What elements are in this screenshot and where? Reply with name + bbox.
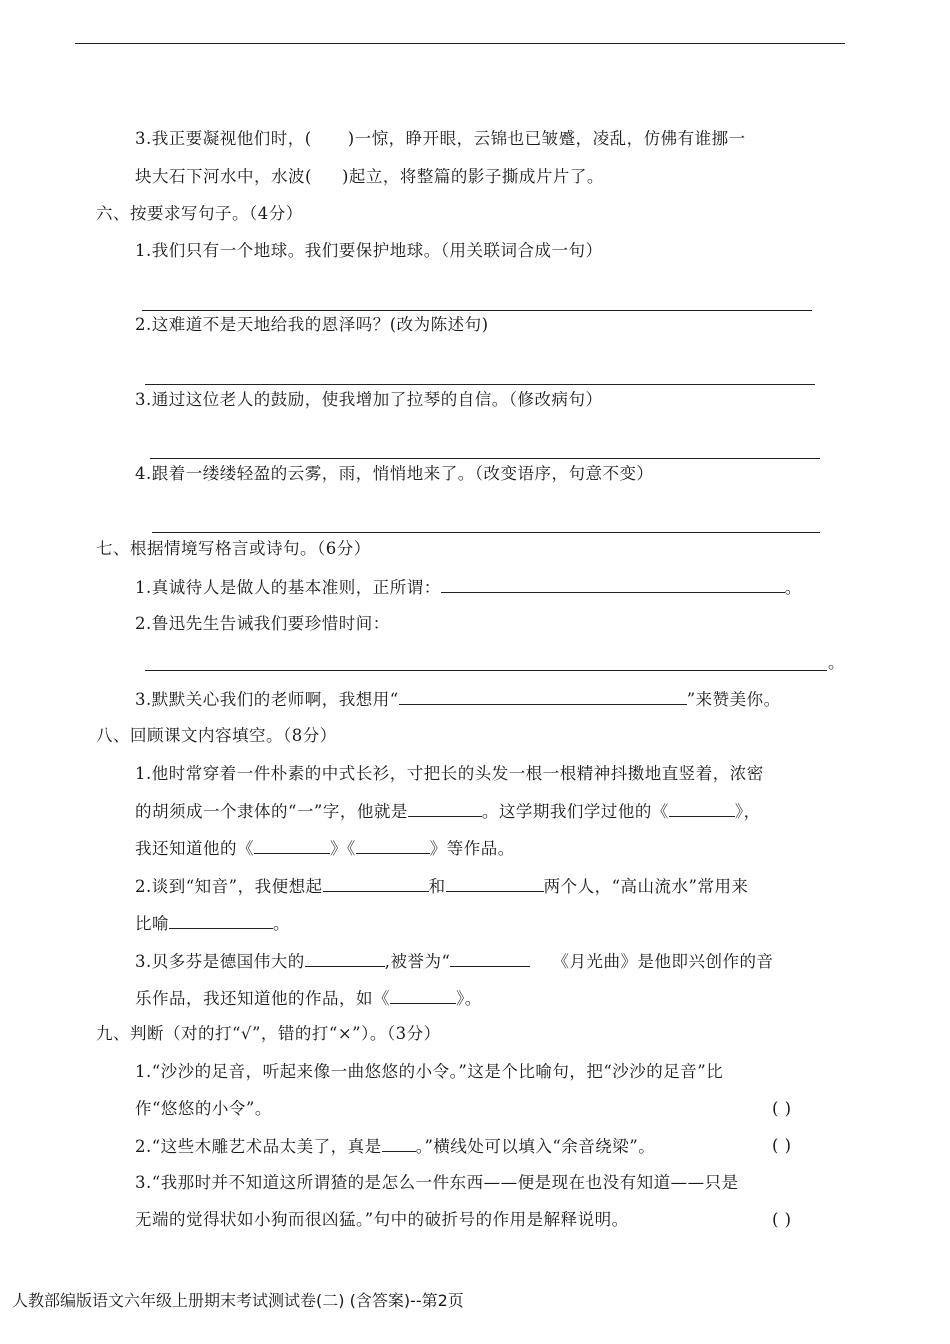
s6-answer-line-1[interactable] [142, 310, 812, 311]
s6-question-2: 2.这难道不是天地给我的恩泽吗？(改为陈述句) [135, 315, 489, 334]
s8-q3-blank-title[interactable] [305, 950, 385, 967]
s7-q2-answer-line[interactable] [145, 670, 827, 671]
q5-item3-line2: 块大石下河水中，水波( )起立，将整篇的影子撕成片片了。 [135, 167, 604, 186]
section-8-heading: 八、回顾课文内容填空。（8分） [96, 726, 337, 745]
s9-q2: 2.“这些木雕艺术品太美了，真是 。”横线处可以填入“余音绕梁”。 [135, 1137, 656, 1156]
header-rule [75, 43, 845, 44]
s9-q1-answer-paren[interactable]: ( ) [772, 1099, 792, 1118]
s6-answer-line-2[interactable] [145, 384, 815, 385]
s6-question-1: 1.我们只有一个地球。我们要保护地球。（用关联词合成一句） [135, 241, 603, 260]
s8-q1-blank-work[interactable] [669, 800, 735, 817]
s8-q1-line2: 的胡须成一个隶体的“一”字，他就是 。这学期我们学过他的《 》， [135, 802, 761, 821]
q5-item3-line1: 3.我正要凝视他们时，( )一惊，睁开眼，云锦也已皱蹙，凌乱，仿佛有谁挪一 [135, 129, 746, 148]
s9-q3-line1: 3.“我那时并不知道这所谓猹的是怎么一件东西——便是现在也没有知道——只是 [135, 1173, 739, 1192]
s8-q1-line1: 1.他时常穿着一件朴素的中式长衫，寸把长的头发一根一根精神抖擞地直竖着，浓密 [135, 764, 764, 783]
s8-q2-blank-metaphor[interactable] [169, 912, 273, 929]
s6-answer-line-4[interactable] [152, 532, 820, 533]
s8-q1-blank-work2[interactable] [254, 837, 330, 854]
s7-q3-blank[interactable] [399, 688, 687, 705]
s7-q1-blank[interactable] [441, 576, 785, 593]
s8-q2-line2: 比喻 。 [135, 914, 290, 933]
page-footer: 人教部编版语文六年级上册期末考试测试卷(二) (含答案)--第2页 [12, 1291, 464, 1310]
s7-q2-end: 。 [828, 653, 845, 672]
s6-question-4: 4.跟着一缕缕轻盈的云雾，雨，悄悄地来了。（改变语序，句意不变） [135, 464, 654, 483]
s7-question-3: 3.默默关心我们的老师啊，我想用“ ”来赞美你。 [135, 690, 781, 709]
s8-q1-blank-author[interactable] [408, 800, 482, 817]
s8-q3-blank-work[interactable] [390, 987, 456, 1004]
s9-q3-answer-paren[interactable]: ( ) [772, 1210, 792, 1229]
s8-q1-blank-work3[interactable] [356, 837, 430, 854]
s9-q2-blank[interactable] [382, 1135, 416, 1152]
s9-q1-line1: 1.“沙沙的足音，听起来像一曲悠悠的小令。”这是个比喻句，把“沙沙的足音”比 [135, 1062, 724, 1081]
s8-q2-line1: 2.谈到“知音”，我便想起 和 两个人，“高山流水”常用来 [135, 877, 749, 896]
s8-q3-line2: 乐作品，我还知道他的作品，如《 》。 [135, 989, 482, 1008]
s7-question-1: 1.真诚待人是做人的基本准则，正所谓： 。 [135, 578, 802, 597]
section-9-heading: 九、判断（对的打“√”，错的打“×”）。（3分） [96, 1024, 441, 1043]
s9-q3-line2: 无端的觉得状如小狗而很凶猛。”句中的破折号的作用是解释说明。 [135, 1210, 629, 1229]
s9-q1-line2: 作“悠悠的小令”。 [135, 1099, 272, 1118]
s8-q3-line1: 3.贝多芬是德国伟大的 ,被誉为“ 《月光曲》是他即兴创作的音 [135, 952, 774, 971]
section-7-heading: 七、根据情境写格言或诗句。（6分） [96, 539, 371, 558]
s8-q2-blank-person1[interactable] [323, 875, 429, 892]
s6-question-3: 3.通过这位老人的鼓励，使我增加了拉琴的自信。（修改病句） [135, 390, 603, 409]
s8-q2-blank-person2[interactable] [446, 875, 544, 892]
s9-q2-answer-paren[interactable]: ( ) [772, 1136, 792, 1155]
s7-question-2: 2.鲁迅先生告诫我们要珍惜时间： [135, 614, 390, 633]
s8-q3-blank-praise[interactable] [450, 950, 530, 967]
section-6-heading: 六、按要求写句子。（4分） [96, 204, 303, 223]
s6-answer-line-3[interactable] [150, 458, 820, 459]
s8-q1-line3: 我还知道他的《 》《 》等作品。 [135, 839, 515, 858]
